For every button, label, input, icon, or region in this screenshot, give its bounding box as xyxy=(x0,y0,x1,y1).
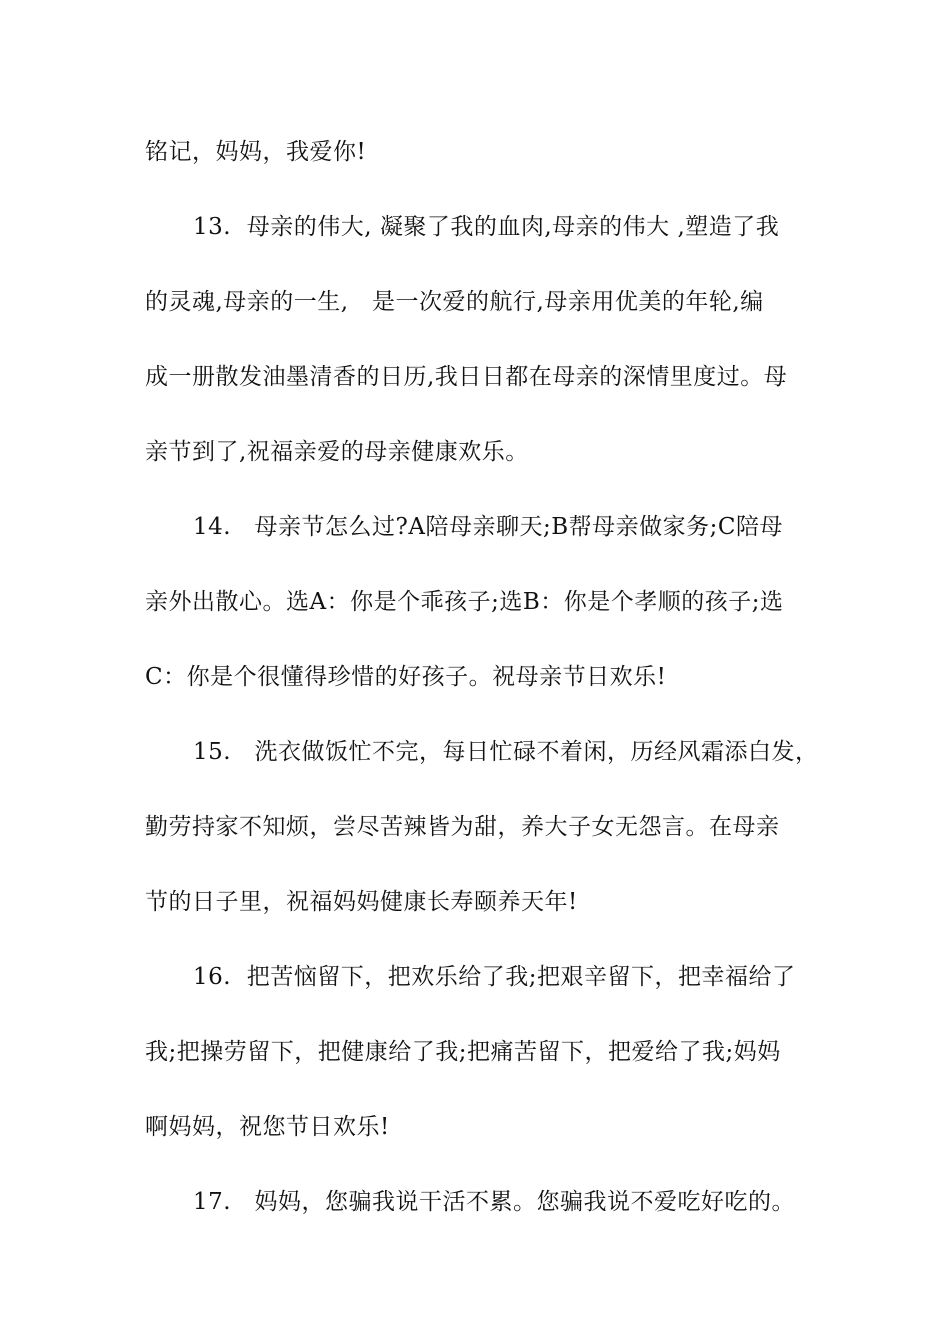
text-line: 勤劳持家不知烦，尝尽苦辣皆为甜，养大子女无怨言。在母亲 xyxy=(145,814,780,840)
text-line: 16. 把苦恼留下，把欢乐给了我;把艰辛留下，把幸福给了 xyxy=(193,964,796,990)
text-line: C：你是个很懂得珍惜的好孩子。祝母亲节日欢乐! xyxy=(145,664,667,690)
text-line: 成一册散发油墨清香的日历,我日日都在母亲的深情里度过。母 xyxy=(145,364,788,390)
text-line: 亲节到了,祝福亲爱的母亲健康欢乐。 xyxy=(145,439,529,465)
text-line: 15. 洗衣做饭忙不完，每日忙碌不着闲，历经风霜添白发， xyxy=(193,739,819,765)
text-line: 我;把操劳留下，把健康给了我;把痛苦留下，把爱给了我;妈妈 xyxy=(145,1039,781,1065)
text-line: 17. 妈妈，您骗我说干活不累。您骗我说不爱吃好吃的。 xyxy=(193,1189,796,1215)
text-line: 的灵魂,母亲的一生, 是一次爱的航行,母亲用优美的年轮,编 xyxy=(145,289,764,315)
text-line: 13. 母亲的伟大, 凝聚了我的血肉,母亲的伟大 ,塑造了我 xyxy=(193,214,780,240)
text-line: 14. 母亲节怎么过?A陪母亲聊天;B帮母亲做家务;C陪母 xyxy=(193,514,783,540)
text-line: 节的日子里，祝福妈妈健康长寿颐养天年! xyxy=(145,889,578,915)
text-line: 啊妈妈，祝您节日欢乐! xyxy=(145,1114,390,1140)
text-line: 铭记，妈妈，我爱你! xyxy=(145,139,367,165)
text-line: 亲外出散心。选A：你是个乖孩子;选B：你是个孝顺的孩子;选 xyxy=(145,589,784,615)
